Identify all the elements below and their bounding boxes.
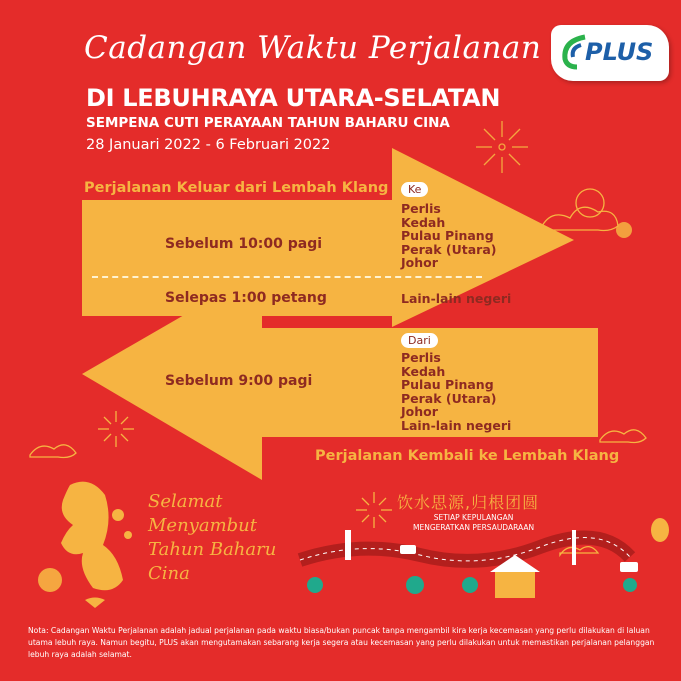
origin-item: Kedah <box>401 363 446 379</box>
origin-item: Lain-lain negeri <box>401 417 512 433</box>
destination-item: Kedah <box>401 214 446 230</box>
destination-item: Perlis <box>401 201 441 216</box>
outbound-slot1-time: Sebelum 10:00 pagi <box>165 236 323 252</box>
destination-item: Johor <box>401 255 438 270</box>
outbound-slot2-destination: Lain-lain negeri <box>401 291 512 306</box>
inbound-label: Perjalanan Kembali ke Lembah Klang <box>315 448 620 464</box>
inbound-origins <box>401 351 511 432</box>
subtitle: SEMPENA CUTI PERAYAAN TAHUN BAHARU CINA <box>86 115 450 131</box>
outbound-slot1-destinations <box>401 202 497 270</box>
outbound-label: Perjalanan Keluar dari Lembah Klang <box>84 180 389 196</box>
origin-item: Perlis <box>401 350 441 365</box>
origin-item: Johor <box>401 404 438 419</box>
plus-logo <box>551 25 669 81</box>
chinese-sub-line: SETIAP KEPULANGAN <box>433 513 514 522</box>
greeting-line: Tahun Baharu <box>148 539 277 560</box>
date-range: 28 Januari 2022 - 6 Februari 2022 <box>86 137 331 153</box>
main-title: DI LEBUHRAYA UTARA-SELATAN <box>86 84 501 112</box>
chinese-subtitle <box>413 513 534 533</box>
chinese-phrase: 饮水思源,归根团圆 <box>397 493 540 512</box>
script-title: Cadangan Waktu Perjalanan <box>84 30 542 66</box>
footnote: Nota: Cadangan Waktu Perjalanan adalah jadual perjalanan pada waktu biasa/bukan puncak tanpa mengambil kira kerja kecemasan yang perlu dilakukan di laluan utama lebuh raya. Namun begitu, PLUS akan mengutamakan sebarang kerja segera atau kecemasan yang perlu dilakukan untuk memastikan perjalanan pelanggan lebuh raya adalah selamat. <box>28 626 655 659</box>
greeting-line: Selamat <box>148 491 223 512</box>
outbound-tag: Ke <box>401 182 428 197</box>
origin-item: Perak (Utara) <box>401 390 497 406</box>
outbound-slot2-time: Selepas 1:00 petang <box>165 290 327 306</box>
chinese-sub-line: MENGERATKAN PERSAUDARAAN <box>413 523 535 532</box>
greeting <box>148 490 276 586</box>
greeting-line: Menyambut <box>148 515 257 536</box>
origin-item: Pulau Pinang <box>401 377 494 392</box>
inbound-tag: Dari <box>401 333 438 348</box>
greeting-line: Cina <box>148 563 190 584</box>
logo-text: PLUS <box>585 38 654 66</box>
destination-item: Pulau Pinang <box>401 228 494 243</box>
inbound-time: Sebelum 9:00 pagi <box>165 373 313 389</box>
divider <box>92 276 482 278</box>
destination-item: Perak (Utara) <box>401 241 497 257</box>
